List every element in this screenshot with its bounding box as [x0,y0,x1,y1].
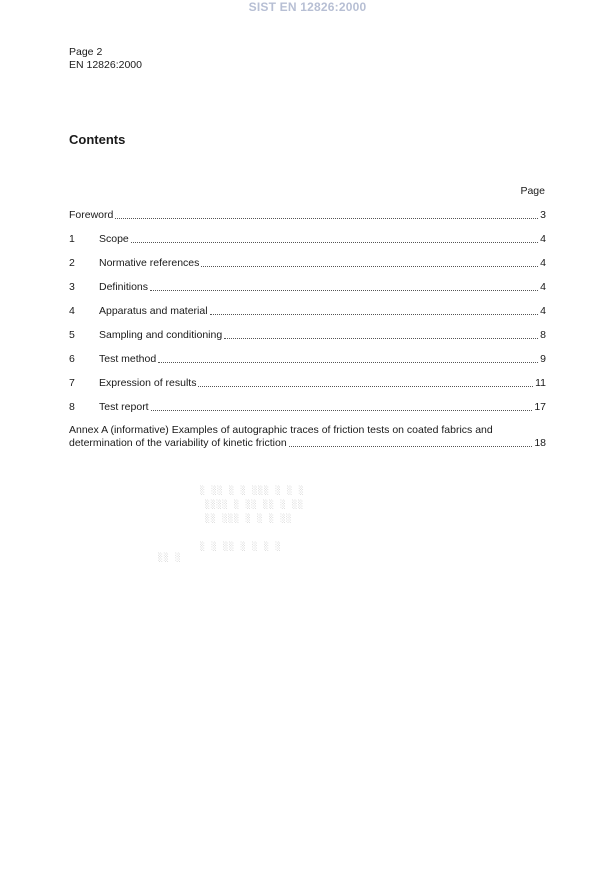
toc-entry-label: Test method [99,353,157,365]
toc-entry-page: 9 [540,353,546,365]
toc-entry-page: 18 [534,437,546,449]
toc-entry-page: 4 [540,281,546,293]
annex-title-line2: determination of the variability of kinetic friction [69,437,287,449]
page-column-label: Page [520,185,545,197]
toc-entry-label: Definitions [99,281,149,293]
toc-entry-annex-a[interactable] [69,424,546,450]
scan-artifact: ░░░░ ░ ░░ ░░ ░ ░░ [205,500,304,509]
scan-artifact: ░ ░ ░░ ░ ░ ░ ░ [200,542,282,551]
scan-artifact: ░ ░░ ░ ░ ░░░ ░ ░ ░ [200,486,305,495]
toc-entry-test-method[interactable] [69,352,546,366]
toc-entry-number: 1 [69,233,75,245]
toc-entry-label: Foreword [69,209,114,221]
toc-entry-number: 7 [69,377,75,389]
toc-entry-label: Test report [99,401,149,413]
toc-entry-label: Normative references [99,257,200,269]
toc-entry-label: Apparatus and material [99,305,208,317]
toc-entry-page: 4 [540,233,546,245]
toc-entry-normative-references[interactable] [69,256,546,270]
toc-entry-page: 4 [540,257,546,269]
page-header [69,46,142,72]
scan-artifact: ░░ ░░░ ░ ░ ░ ░░ [205,514,293,523]
watermark: SIST EN 12826:2000 [248,0,367,14]
annex-title-line1: Annex A (informative) Examples of autographic traces of friction tests on coated fabrics and [69,424,493,436]
toc-entry-definitions[interactable] [69,280,546,294]
toc-entry-number: 4 [69,305,75,317]
toc-entry-number: 8 [69,401,75,413]
toc-entry-number: 2 [69,257,75,269]
toc-leader-dots [158,362,538,363]
toc-entry-label: Expression of results [99,377,197,389]
toc-entry-expression-of-results[interactable] [69,376,546,390]
toc-entry-label: Sampling and conditioning [99,329,223,341]
toc-leader-dots [151,410,533,411]
toc-entry-page: 8 [540,329,546,341]
toc-entry-scope[interactable] [69,232,546,246]
contents-title: Contents [69,132,126,147]
toc-entry-page: 11 [535,377,546,389]
scan-artifact: ░░ ░ [158,553,182,562]
toc-entry-label: Scope [99,233,129,245]
toc-entry-number: 3 [69,281,75,293]
toc-entry-page: 17 [534,401,546,413]
toc-leader-dots [150,290,538,291]
toc-entry-sampling[interactable] [69,328,546,342]
toc-leader-dots [115,218,538,219]
toc-entry-page: 3 [540,209,546,221]
toc-entry-number: 5 [69,329,75,341]
toc-leader-dots [289,446,533,447]
toc-entry-test-report[interactable] [69,400,546,414]
toc-entry-page: 4 [540,305,546,317]
toc-leader-dots [210,314,539,315]
toc-leader-dots [201,266,538,267]
toc-entry-apparatus[interactable] [69,304,546,318]
toc-leader-dots [224,338,538,339]
toc-entry-number: 6 [69,353,75,365]
page-number: Page 2 [69,46,103,58]
toc-leader-dots [198,386,533,387]
standard-id: EN 12826:2000 [69,59,142,71]
toc-leader-dots [131,242,538,243]
toc-entry-foreword[interactable] [69,208,546,222]
